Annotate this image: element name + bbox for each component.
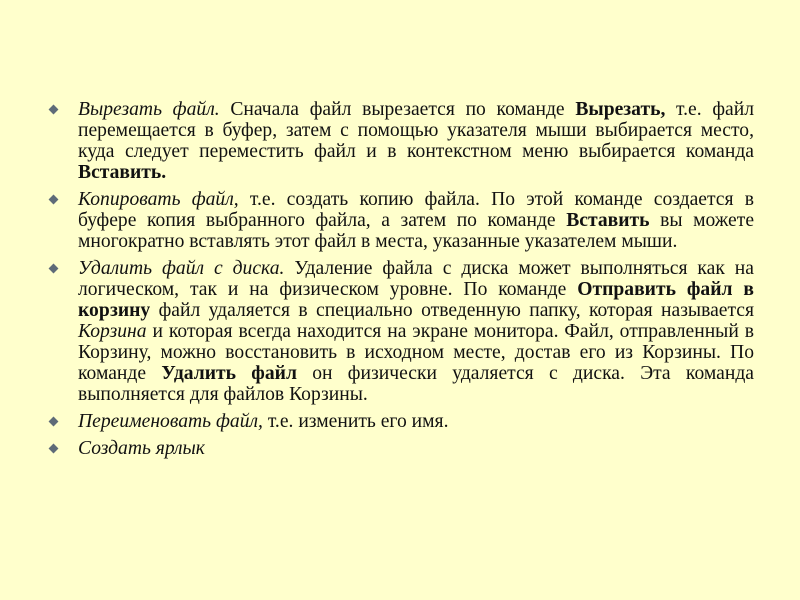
bullet-delete-file (48, 258, 754, 405)
bullet-cut-file (48, 99, 754, 183)
bullet-text: Удаление файла с диска может выполняться как на логическом, так и на физическом уровне. По команде (78, 258, 754, 300)
bullet-term: Удалить файл с диска. (78, 258, 285, 279)
bullet-copy-file (48, 189, 754, 252)
command-name: Вставить. (78, 162, 167, 183)
bullet-text: он физически удаляется с диска. Эта команда выполняется для файлов Корзины. (78, 363, 754, 405)
bullet-text: файл удаляется в специально отведенную папку, которая называется (150, 300, 754, 321)
bullet-create-shortcut (48, 438, 754, 459)
recycle-bin-term: Корзина (78, 321, 147, 342)
diamond-bullet-icon (49, 417, 59, 427)
bullet-text: и которая всегда находится на экране монитора. Файл, отправленный в Корзину, можно восстановить в исходном месте, достав его из Корзины. По команде (78, 321, 754, 384)
diamond-bullet-icon (49, 444, 59, 454)
bullet-text: т.е. файл перемещается в буфер, затем с помощью указателя мыши выбирается место, куда следует переместить файл и в контекстном меню выбирается команда (78, 99, 754, 162)
bullet-list (48, 99, 754, 465)
command-name: Отправить файл в корзину (78, 279, 754, 321)
bullet-text: Сначала файл вырезается по команде (219, 99, 576, 120)
bullet-text: т.е. изменить его имя. (262, 411, 449, 432)
command-name: Удалить файл (161, 363, 297, 384)
diamond-bullet-icon (49, 195, 59, 205)
bullet-term: Создать ярлык (78, 438, 205, 459)
bullet-text: вы можете многократно вставлять этот файл в места, указанные указателем мыши. (78, 210, 755, 252)
bullet-term: Копировать файл, (78, 189, 239, 210)
diamond-bullet-icon (49, 105, 59, 115)
command-name: Вставить (566, 210, 650, 231)
diamond-bullet-icon (49, 264, 59, 274)
bullet-rename-file (48, 411, 754, 432)
bullet-term: Вырезать файл. (78, 99, 220, 120)
bullet-text: т.е. создать копию файла. По этой команде создается в буфере копия выбранного файла, а затем по команде (78, 189, 754, 231)
bullet-term: Переименовать файл, (78, 411, 263, 432)
command-name: Вырезать, (575, 99, 666, 120)
